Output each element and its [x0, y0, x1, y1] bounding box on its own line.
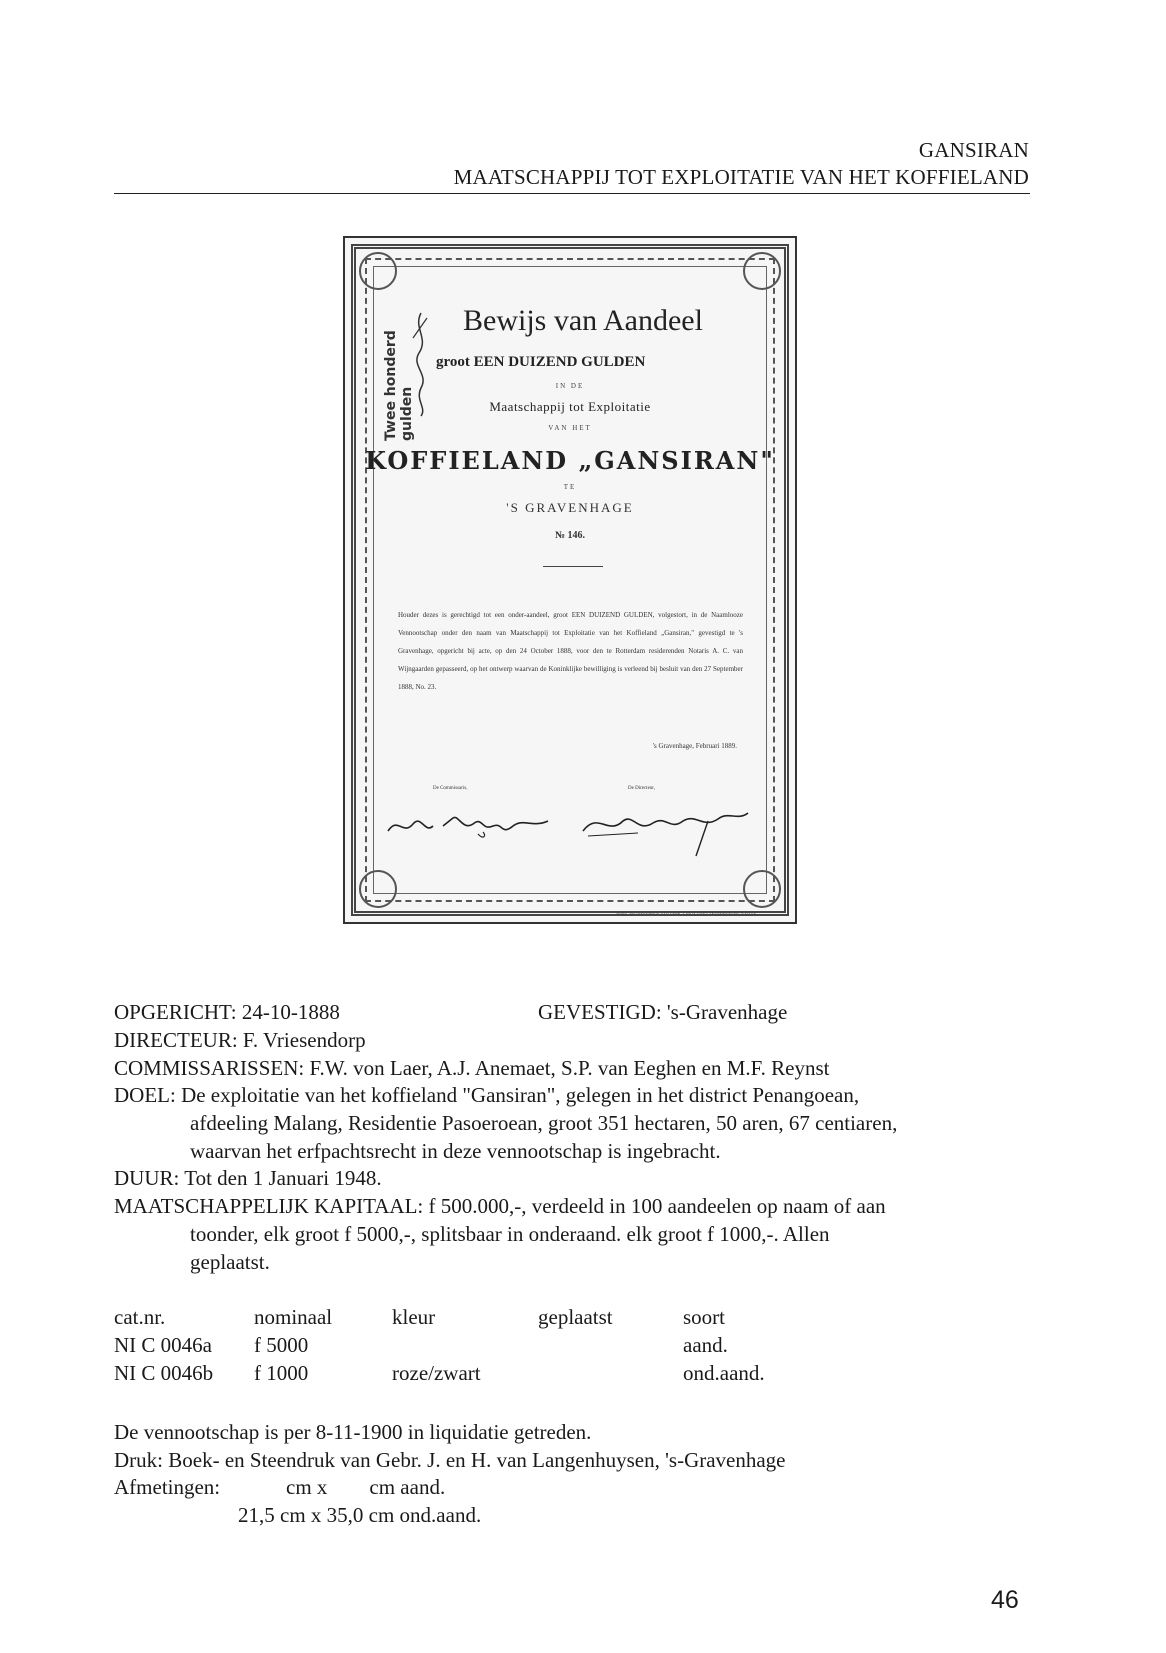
table-header-cell: nominaal [254, 1305, 333, 1329]
commissarissen-line: COMMISSARISSEN: F.W. von Laer, A.J. Anemaet, S.P. van Eeghen en M.F. Reynst [114, 1056, 830, 1080]
gevestigd-line: GEVESTIGD: 's-Gravenhage [538, 1000, 788, 1024]
table-cell: ond.aand. [683, 1361, 765, 1385]
certificate-number: № 146. [554, 530, 586, 541]
share-certificate-image [343, 236, 797, 924]
duur-line: DUUR: Tot den 1 Januari 1948. [114, 1166, 382, 1190]
afmetingen-label: Afmetingen: [114, 1475, 221, 1499]
header-rule [114, 193, 1030, 194]
table-cell: f 5000 [254, 1333, 309, 1357]
certificate-denomination: groot EEN DUIZEND GULDEN [436, 354, 646, 370]
table-header-cell: kleur [392, 1305, 436, 1329]
opgericht-line: OPGERICHT: 24-10-1888 [114, 1000, 340, 1024]
table-cell: NI C 0046b [114, 1361, 214, 1385]
corner-ornament [359, 870, 397, 908]
table-header-cell: cat.nr. [114, 1305, 166, 1329]
kapitaal-line-2: toonder, elk groot f 5000,-, splitsbaar in onderaand. elk groot f 1000,-. Allen [190, 1222, 830, 1246]
kapitaal-line: MAATSCHAPPELIJK KAPITAAL: f 500.000,-, verdeeld in 100 aandeelen op naam of aan [114, 1194, 886, 1218]
certificate-in-de: IN DE [555, 382, 585, 390]
table-cell: f 1000 [254, 1361, 309, 1385]
druk-note: Druk: Boek- en Steendruk van Gebr. J. en H. van Langenhuysen, 's-Gravenhage [114, 1448, 786, 1472]
table-header-cell: soort [683, 1305, 725, 1329]
table-cell: roze/zwart [392, 1361, 481, 1385]
corner-ornament [359, 252, 397, 290]
certificate-te: TE [563, 483, 577, 491]
certificate-printer-note: BOEK- EN STEENDRUK VAN GEBR. J. EN H. VAN LANGENHUYSEN, 'S HAGE. [616, 912, 757, 917]
commissaris-label: De Commissaris, [433, 786, 468, 791]
corner-ornament [743, 870, 781, 908]
certificate-title: Bewijs van Aandeel [463, 304, 703, 337]
afmetingen-ondaand: 21,5 cm x 35,0 cm ond.aand. [238, 1503, 482, 1527]
certificate-city: 'S GRAVENHAGE [506, 500, 634, 515]
kapitaal-line-3: geplaatst. [190, 1250, 270, 1274]
table-header-cell: geplaatst [538, 1305, 613, 1329]
certificate-divider [543, 566, 603, 567]
table-cell: NI C 0046a [114, 1333, 212, 1357]
doel-line: DOEL: De exploitatie van het koffieland "Gansiran", gelegen in het district Penangoean, [114, 1083, 860, 1107]
certificate-side-text: Twee honderd gulden [383, 330, 415, 441]
certificate-company-line: Maatschappij tot Exploitatie [489, 399, 651, 414]
directeur-line: DIRECTEUR: F. Vriesendorp [114, 1028, 366, 1052]
running-header-title: GANSIRAN [918, 138, 1029, 162]
directeur-signature [578, 791, 758, 861]
certificate-body-text: Houder dezes is gerechtigd tot een onder-aandeel, groot EEN DUIZEND GULDEN, volgestort, in de Naamlooze Vennootschap onder den naam van Maatschappij tot Exploitatie van het Koffieland „Gansiran," gevestigd te 's Gravenhage, opgericht bij acte, op den 24 October 1888, voor den te Rotterdam residerenden Notaris A. C. van Wijngaarden gepasseerd, op het ontwerp waarvan de Koninklijke bewilliging is verleend bij besluit van den 27 September 1888, No. 23. [398, 611, 743, 691]
corner-ornament [743, 252, 781, 290]
liquidatie-note: De vennootschap is per 8-11-1900 in liquidatie getreden. [114, 1420, 592, 1444]
page-number: 46 [991, 1586, 1019, 1614]
commissaris-signature [383, 796, 563, 846]
running-header-company: MAATSCHAPPIJ TOT EXPLOITATIE VAN HET KOFFIELAND [453, 165, 1029, 189]
table-cell: aand. [683, 1333, 728, 1357]
afmetingen-aand: cm x cm aand. [286, 1475, 446, 1499]
doel-line-3: waarvan het erfpachtsrecht in deze vennootschap is ingebracht. [190, 1139, 721, 1163]
certificate-date: 's Gravenhage, Februari 1889. [652, 742, 737, 750]
directeur-label: De Directeur, [628, 786, 656, 791]
certificate-company-name: KOFFIELAND „GANSIRAN" [365, 446, 775, 475]
certificate-van-het: VAN HET [548, 424, 592, 432]
doel-line-2: afdeeling Malang, Residentie Pasoeroean, groot 351 hectaren, 50 aren, 67 centiaren, [190, 1111, 898, 1135]
